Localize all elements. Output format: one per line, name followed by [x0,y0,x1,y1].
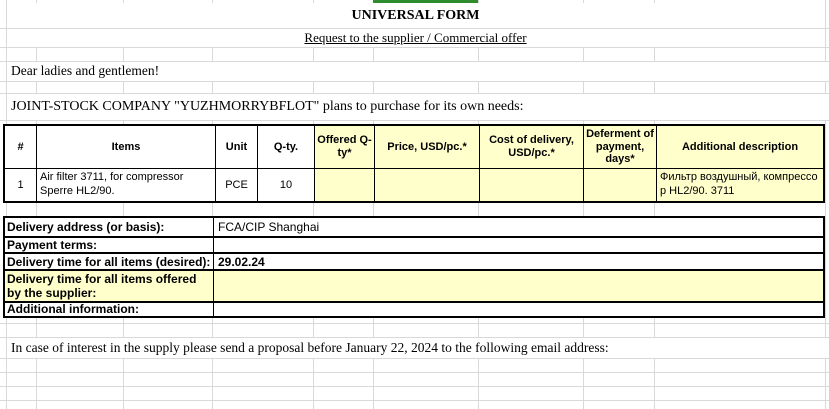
header-additional-description: Additional description [657,126,823,168]
cell-price-input[interactable] [375,169,480,201]
header-delivery-cost: Cost of delivery, USD/pc.* [480,126,584,168]
cell-unit[interactable]: PCE [216,169,258,201]
detail-row-delivery-address [5,218,823,238]
cell-deferment-input[interactable] [584,169,657,201]
detail-row-payment-terms [5,238,823,254]
cell-additional-description[interactable]: Фильтр воздушный, компрессор HL2/90. 3711 [657,169,823,201]
cell-item[interactable]: Air filter 3711, for compressor Sperre HL2/90. [37,169,216,201]
header-deferment: Deferment of payment, days* [584,126,657,168]
additional-information-value[interactable] [214,303,823,316]
grid-line-horizontal [0,372,829,373]
header-items: Items [37,126,216,168]
form-subtitle-row [7,28,824,47]
grid-line-horizontal [0,386,829,387]
detail-row-delivery-time-desired [5,254,823,271]
header-price: Price, USD/pc.* [375,126,480,168]
grid-line-horizontal [0,337,829,338]
header-qty: Q-ty. [258,126,315,168]
items-table [3,124,825,203]
grid-line-horizontal [0,400,829,401]
header-offered-qty: Offered Q-ty* [315,126,375,168]
footer-note: In case of interest in the supply please send a proposal before January 22, 2024 to the following email address: [7,337,828,358]
cell-offered-qty-input[interactable] [315,169,375,201]
green-accent-bar [373,0,478,3]
grid-line-horizontal [0,93,829,94]
additional-information-label: Additional information: [5,303,214,316]
grid-line-horizontal [0,120,829,121]
delivery-address-value[interactable]: FCA/CIP Shanghai [218,220,320,234]
payment-terms-label: Payment terms: [5,238,214,252]
grid-line-horizontal [0,358,829,359]
delivery-time-supplier-input[interactable] [214,271,823,301]
grid-line-horizontal [0,28,829,29]
detail-row-delivery-time-supplier [5,271,823,303]
cell-qty[interactable]: 10 [258,169,315,201]
delivery-time-supplier-label: Delivery time for all items offered by the supplier: [5,271,214,301]
form-subtitle: Request to the supplier / Commercial offer [304,30,527,45]
detail-row-additional-information [5,303,823,316]
items-table-header-row [5,126,823,169]
grid-line-horizontal [0,61,829,62]
delivery-time-desired-label: Delivery time for all items (desired): [5,254,214,269]
header-num: # [5,126,37,168]
cell-delivery-cost-input[interactable] [480,169,584,201]
header-unit: Unit [216,126,258,168]
delivery-time-desired-value[interactable]: 29.02.24 [218,255,265,269]
details-table [3,216,825,318]
grid-line-horizontal [0,323,829,324]
cell-num[interactable]: 1 [5,169,37,201]
form-title: UNIVERSAL FORM [7,3,824,28]
table-row [5,169,823,201]
delivery-address-label: Delivery address (or basis): [5,218,214,236]
payment-terms-value[interactable] [214,238,823,252]
greeting-text: Dear ladies and gentlemen! [7,61,828,81]
intro-text: JOINT-STOCK COMPANY "YUZHMORRYBFLOT" plans to purchase for its own needs: [7,93,828,120]
grid-line-horizontal [0,81,829,82]
grid-line-horizontal [0,47,829,48]
